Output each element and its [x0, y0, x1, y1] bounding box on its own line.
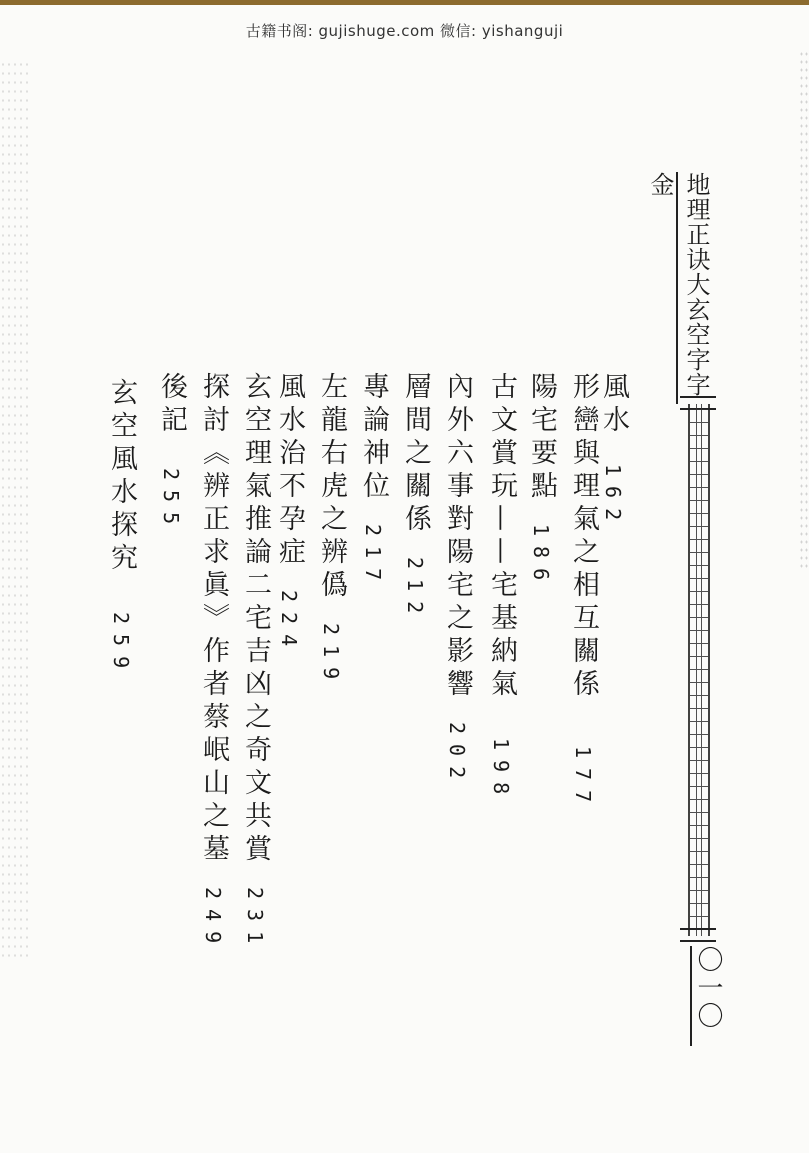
toc-entry: [398, 372, 432, 623]
toc-page: 217: [361, 524, 385, 591]
toc-page: 259: [109, 612, 133, 679]
toc-entry: [566, 372, 600, 812]
toc-title: 層間之關係: [400, 372, 431, 537]
toc-page: 255: [159, 468, 183, 535]
toc-title: 專論神位: [358, 372, 389, 504]
left-scan-noise: [0, 60, 28, 960]
toc-title: 內外六事對陽宅之影響: [442, 372, 473, 702]
toc-page: 186: [529, 524, 553, 591]
toc-page: 202: [445, 722, 469, 789]
toc-page: 177: [571, 746, 595, 813]
toc-page: 224: [277, 590, 301, 657]
toc-title: 古文賞玩——宅基納氣: [486, 372, 517, 702]
toc-title: 玄空理氣推論二宅吉凶之奇文共賞: [240, 372, 271, 867]
toc-entry: [524, 372, 558, 590]
toc-title: 風水: [598, 372, 629, 438]
top-bar: [0, 0, 809, 5]
toc-page: 219: [319, 623, 343, 690]
toc-title: 左龍右虎之辨僞: [316, 372, 347, 603]
toc-title: 風水治不孕症: [274, 372, 305, 570]
toc-page: 231: [243, 887, 267, 954]
watermark: 古籍书阁: gujishuge.com 微信: yishanguji: [245, 22, 564, 40]
toc-page: 249: [201, 887, 225, 954]
toc-entry: [238, 372, 272, 953]
toc-entry: [314, 372, 348, 689]
toc-entry: [596, 372, 630, 530]
book-title: 地理正诀大玄空字字金: [676, 172, 714, 404]
toc-title: 陽宅要點: [526, 372, 557, 504]
toc-entry: [272, 372, 306, 656]
decorative-border: [688, 404, 710, 936]
toc-title: 玄空風水探究: [106, 378, 137, 576]
right-scan-noise: [799, 50, 809, 570]
toc-entry: [356, 372, 390, 590]
toc-entry: [484, 372, 518, 804]
toc-entry: [440, 372, 474, 788]
toc-page: 212: [403, 557, 427, 624]
toc-page: 198: [489, 738, 513, 805]
border-cap-bottom: [680, 928, 716, 942]
page-number: 〇一〇: [690, 946, 724, 1046]
toc-page: 162: [601, 464, 625, 531]
toc-entry: [104, 378, 138, 678]
toc-title: 形巒與理氣之相互關係: [568, 372, 599, 702]
toc-entry: [154, 372, 188, 534]
toc-title: 後記: [156, 372, 187, 438]
toc-title: 探討《辨正求眞》作者蔡岷山之墓: [198, 372, 229, 867]
toc-entry: [196, 372, 230, 953]
